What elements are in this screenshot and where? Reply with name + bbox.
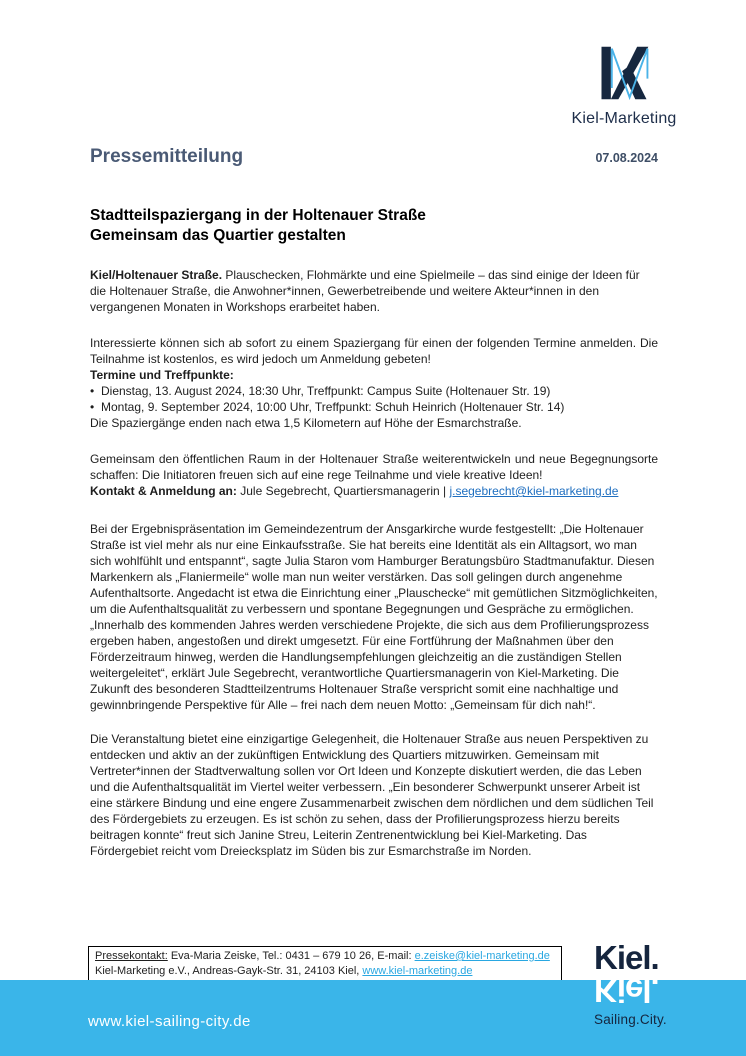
schedule-item-2 xyxy=(90,399,658,415)
contact-label: Kontakt & Anmeldung an: xyxy=(90,484,237,498)
headline xyxy=(90,206,658,246)
press-contact-info: Eva-Maria Zeiske, Tel.: 0431 – 679 10 26, E-mail: xyxy=(167,950,415,962)
bullet-icon: • xyxy=(90,384,95,398)
paragraph-invitation: Gemeinsam den öffentlichen Raum in der Holtenauer Straße weiterentwickeln und neue Begegnungsorte schaffen: Die Initiatoren freuen sich auf eine rege Teilnahme und viele kreative Ideen! xyxy=(90,452,658,482)
kiel-marketing-logo-icon xyxy=(594,44,654,107)
press-release-body xyxy=(90,206,658,859)
doc-date: 07.08.2024 xyxy=(595,151,658,165)
kiel-logo-reflection: Kiel. xyxy=(594,972,659,1009)
schedule-item-1-text: Dienstag, 13. August 2024, 18:30 Uhr, Treffpunkt: Campus Suite (Holtenauer Str. 19) xyxy=(101,384,551,398)
bullet-icon: • xyxy=(90,400,95,414)
schedule-block xyxy=(90,367,658,431)
paragraph-outlook: Die Veranstaltung bietet eine einzigartige Gelegenheit, die Holtenauer Straße aus neuen Perspektiven zu entdecken und aktiv an der zukünftigen Entwicklung des Quartiers mitzuwirken. Gemeinsam mit Vertreter*innen der Stadtverwaltung sollen vor Ort Ideen und Konzepte diskutiert werden, die das Leben und die Aufenthaltsqualität im Viertel weiter verbessern. „Ein besonderer Schwerpunkt unserer Arbeit ist eine stärkere Bindung und eine engere Zusammenarbeit zwischen dem nördlichen und dem südlichen Teil des Fördergebiets zu erzeugen. Es ist schön zu sehen, dass der Profilierungsprozess hierzu bereits beitragen konnte“ freut sich Janine Streu, Leiterin Zentrenentwicklung bei Kiel-Marketing. Das Fördergebiet reicht vom Dreiecksplatz im Süden bis zur Esmarchstraße im Norden. xyxy=(90,732,654,858)
doc-type-label: Pressemitteilung xyxy=(90,146,244,167)
schedule-item-2-text: Montag, 9. September 2024, 10:00 Uhr, Treffpunkt: Schuh Heinrich (Holtenauer Str. 14) xyxy=(101,400,565,414)
kiel-sailing-city-logo xyxy=(594,939,714,1027)
schedule-note: Die Spaziergänge enden nach etwa 1,5 Kilometern auf Höhe der Esmarchstraße. xyxy=(90,416,522,430)
press-contact-box xyxy=(88,946,562,981)
press-contact-line-2 xyxy=(95,964,555,979)
press-contact-line-1 xyxy=(95,949,555,964)
paragraph-intro-text: Plauschecken, Flohmärkte und eine Spielmeile – das sind einige der Ideen für die Holtenauer Straße, die Anwohner*innen, Gewerbetreibende und weitere Akteur*innen in den vergangenen Monaten in Workshops erarbeitet haben. xyxy=(90,268,640,314)
footer-url[interactable]: www.kiel-sailing-city.de xyxy=(88,1013,251,1030)
schedule-heading: Termine und Treffpunkte: xyxy=(90,368,234,382)
paragraph-results: Bei der Ergebnispräsentation im Gemeindezentrum der Ansgarkirche wurde festgestellt: „Die Holtenauer Straße ist viel mehr als nur eine Einkaufsstraße. Sie hat bereits eine Identität als ein Alltagsort, wo man sich wohlfühlt und entspannt“, sagte Julia Staron vom Hamburger Beratungsbüro Stadtmanufaktur. Diesen Markenkern als „Flaniermeile“ wolle man nun weiter verstärken. Das soll gelingen durch angenehme Aufenthaltsorte. Angedacht ist etwa die Einrichtung einer „Plauschecke“ mit gemütlichen Sitzmöglichkeiten, um die Aufenthaltsqualität zu verbessern und spontane Begegnungen und Gespräche zu ermöglichen. „Innerhalb des kommenden Jahres werden verschiedene Projekte, die sich aus dem Profilierungsprozess ergeben haben, angestoßen und direkt umgesetzt. Für eine Fortführung der Maßnahmen über den Förderzeitraum hinweg, werden die Handlungsempfehlungen gleichzeitig an die zuständigen Stellen weitergeleitet“, erklärt Jule Segebrecht, verantwortliche Quartiersmanagerin von Kiel-Marketing. Die Zukunft des besonderen Stadtteilzentrums Holtenauer Straße verspricht somit eine nachhaltige und gewinnbringende Perspektive für Alle – frei nach dem neuen Motto: „Gemeinsam für dich nah!“. xyxy=(90,522,658,712)
press-website-link[interactable]: www.kiel-marketing.de xyxy=(362,964,473,977)
press-address: Kiel-Marketing e.V., Andreas-Gayk-Str. 31, 24103 Kiel, xyxy=(95,964,363,977)
kiel-marketing-brand xyxy=(556,44,692,128)
schedule-item-1 xyxy=(90,383,658,399)
brand-name: Kiel-Marketing xyxy=(571,110,677,127)
dateline-bold: Kiel/Holtenauer Straße. xyxy=(90,268,226,282)
kiel-logo-word: Kiel. xyxy=(594,939,659,976)
kiel-logo-tagline: Sailing.City. xyxy=(594,1012,667,1027)
contact-email-link[interactable]: j.segebrecht@kiel-marketing.de xyxy=(449,484,619,498)
press-contact-label: Pressekontakt: xyxy=(95,950,168,962)
paragraph-intro xyxy=(90,267,658,315)
headline-line-1: Stadtteilspaziergang in der Holtenauer Straße xyxy=(90,207,426,224)
paragraph-registration: Interessierte können sich ab sofort zu einem Spaziergang für einen der folgenden Termine anmelden. Die Teilnahme ist kostenlos, es wird jedoch um Anmeldung gebeten! xyxy=(90,336,658,366)
contact-line xyxy=(90,483,658,499)
press-email-link[interactable]: e.zeiske@kiel-marketing.de xyxy=(414,950,550,962)
doc-header-row xyxy=(90,146,658,168)
headline-line-2: Gemeinsam das Quartier gestalten xyxy=(90,227,346,244)
contact-text: Jule Segebrecht, Quartiersmanagerin | xyxy=(236,484,450,498)
